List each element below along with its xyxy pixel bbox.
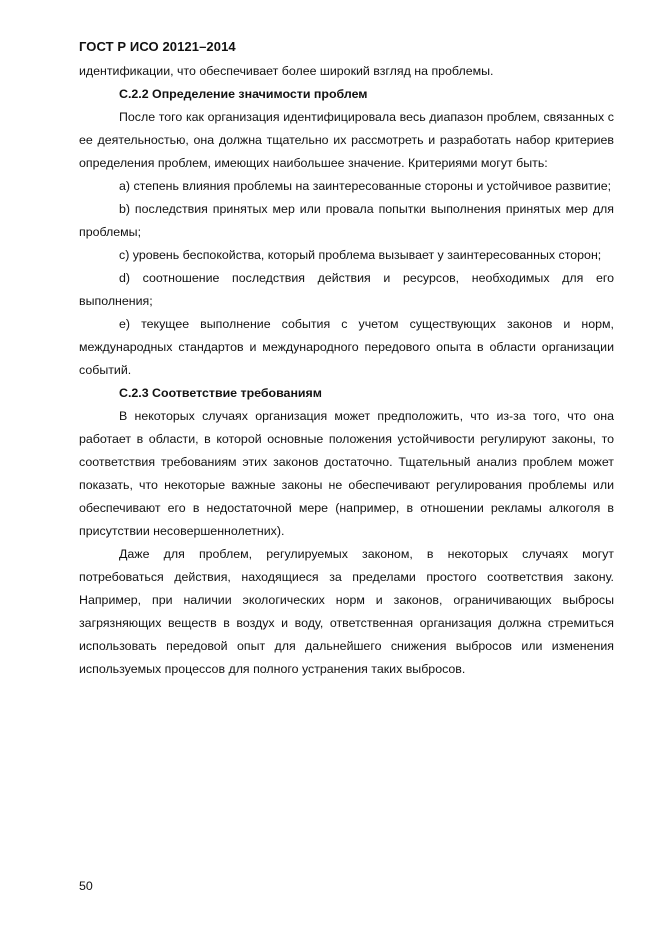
criteria-item-e: е) текущее выполнение события с учетом существующих законов и норм, международных стандартов и международного передового опыта в области организации событий.: [79, 317, 614, 377]
section-heading-c22: С.2.2 Определение значимости проблем: [119, 87, 368, 101]
paragraph-c23-1: В некоторых случаях организация может предположить, что из-за того, что она работает в области, в которой основные положения устойчивости регулируют законы, то соответствия требованиям этих законов достаточно. Тщательный анализ проблем может показать, что некоторые важные законы не обеспечивают регулирования проблемы или обеспечивают его в недостаточной мере (например, в отношении рекламы алкоголя в присутствии несовершеннолетних).: [79, 409, 614, 538]
standard-header: ГОСТ Р ИСО 20121–2014: [79, 39, 236, 54]
criteria-item-d: d) соотношение последствия действия и ресурсов, необходимых для его выполнения;: [79, 271, 614, 308]
continued-paragraph: идентификации, что обеспечивает более широкий взгляд на проблемы.: [79, 64, 494, 78]
page-number: 50: [79, 879, 93, 893]
criteria-item-a: а) степень влияния проблемы на заинтересованные стороны и устойчивое развитие;: [119, 179, 612, 193]
body-text: [79, 60, 614, 681]
paragraph-c22-intro: После того как организация идентифицировала весь диапазон проблем, связанных с ее деятельностью, она должна тщательно их рассмотреть и разработать набор критериев определения проблем, имеющих наибольшее значение. Критериями могут быть:: [79, 110, 614, 170]
criteria-item-b: b) последствия принятых мер или провала попытки выполнения принятых мер для проблемы;: [79, 202, 614, 239]
section-heading-c23: С.2.3 Соответствие требованиям: [119, 386, 322, 400]
criteria-item-c: с) уровень беспокойства, который проблема вызывает у заинтересованных сторон;: [119, 248, 602, 262]
paragraph-c23-2: Даже для проблем, регулируемых законом, в некоторых случаях могут потребоваться действия, находящиеся за пределами простого соответствия закону. Например, при наличии экологических норм и законов, ограничивающих выбросы загрязняющих веществ в воздух и воду, ответственная организация должна стремиться использовать передовой опыт для дальнейшего снижения выбросов или изменения используемых процессов для полного устранения таких выбросов.: [79, 547, 614, 676]
